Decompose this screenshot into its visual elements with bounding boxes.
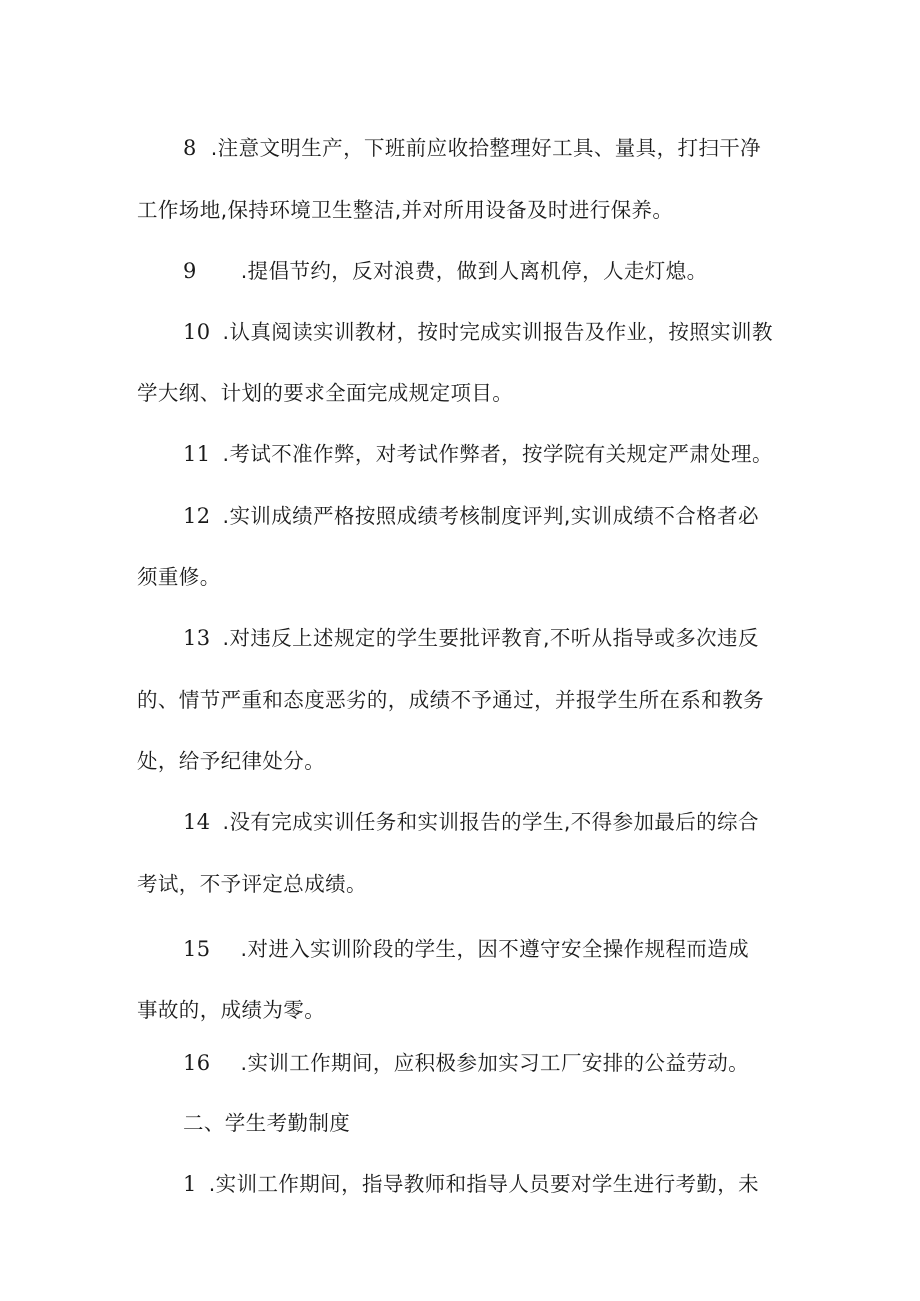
list-item-14-line-1	[183, 808, 759, 836]
item-text: .提倡节约，反对浪费，做到人离机停，人走灯熄。	[240, 259, 708, 283]
section-heading	[183, 1109, 350, 1137]
list-item-13-line-3	[137, 747, 325, 775]
item-number: 8	[183, 136, 197, 160]
item-text: .考试不准作弊，对考试作弊者，按学院有关规定严肃处理。	[222, 442, 773, 466]
list-item-8-line-2	[137, 196, 673, 224]
section-item-1-line-1	[183, 1170, 759, 1198]
list-item-12-line-1	[183, 502, 759, 530]
item-number: 14	[183, 810, 211, 834]
item-number: 15	[183, 937, 211, 961]
item-text: .注意文明生产，下班前应收拾整理好工具、量具，打扫干净	[210, 136, 762, 160]
list-item-15-line-2	[137, 996, 325, 1024]
item-text: 处，给予纪律处分。	[137, 749, 326, 773]
item-text: .实训工作期间，指导教师和指导人员要对学生进行考勤，未	[208, 1172, 760, 1196]
item-text: .对违反上述规定的学生要批评教育,不听从指导或多次违反	[222, 626, 759, 650]
list-item-9-line-1	[183, 257, 707, 285]
list-item-10-line-1	[183, 318, 773, 346]
item-text: 事故的，成绩为零。	[137, 998, 326, 1022]
item-text: 的、情节严重和态度恶劣的，成绩不予通过，并报学生所在系和教务	[137, 688, 764, 712]
item-text: 须重修。	[137, 565, 221, 589]
item-text: 工作场地,保持环境卫生整洁,并对所用设备及时进行保养。	[137, 198, 674, 222]
list-item-8-line-1	[183, 134, 761, 162]
item-number: 1	[183, 1172, 197, 1196]
list-item-13-line-1	[183, 624, 759, 652]
section-heading-text: 二、学生考勤制度	[183, 1111, 351, 1135]
item-text: .实训工作期间，应积极参加实习工厂安排的公益劳动。	[240, 1051, 750, 1075]
item-text: 考试，不予评定总成绩。	[137, 872, 367, 896]
item-number: 9	[183, 259, 197, 283]
list-item-16-line-1	[183, 1049, 749, 1077]
item-number: 10	[183, 320, 211, 344]
item-number: 16	[183, 1051, 211, 1075]
list-item-11-line-1	[183, 440, 773, 468]
list-item-14-line-2	[137, 870, 367, 898]
item-text: .认真阅读实训教材，按时完成实训报告及作业，按照实训教	[222, 320, 773, 344]
list-item-12-line-2	[137, 563, 221, 591]
item-text: .没有完成实训任务和实训报告的学生,不得参加最后的综合	[222, 810, 759, 834]
item-text: 学大纲、计划的要求全面完成规定项目。	[137, 381, 514, 405]
item-number: 13	[183, 626, 211, 650]
item-text: .实训成绩严格按照成绩考核制度评判,实训成绩不合格者必	[222, 504, 759, 528]
list-item-15-line-1	[183, 935, 749, 963]
item-number: 11	[183, 442, 211, 466]
list-item-13-line-2	[137, 686, 764, 714]
item-number: 12	[183, 504, 211, 528]
item-text: .对进入实训阶段的学生，因不遵守安全操作规程而造成	[240, 937, 750, 961]
list-item-10-line-2	[137, 379, 513, 407]
